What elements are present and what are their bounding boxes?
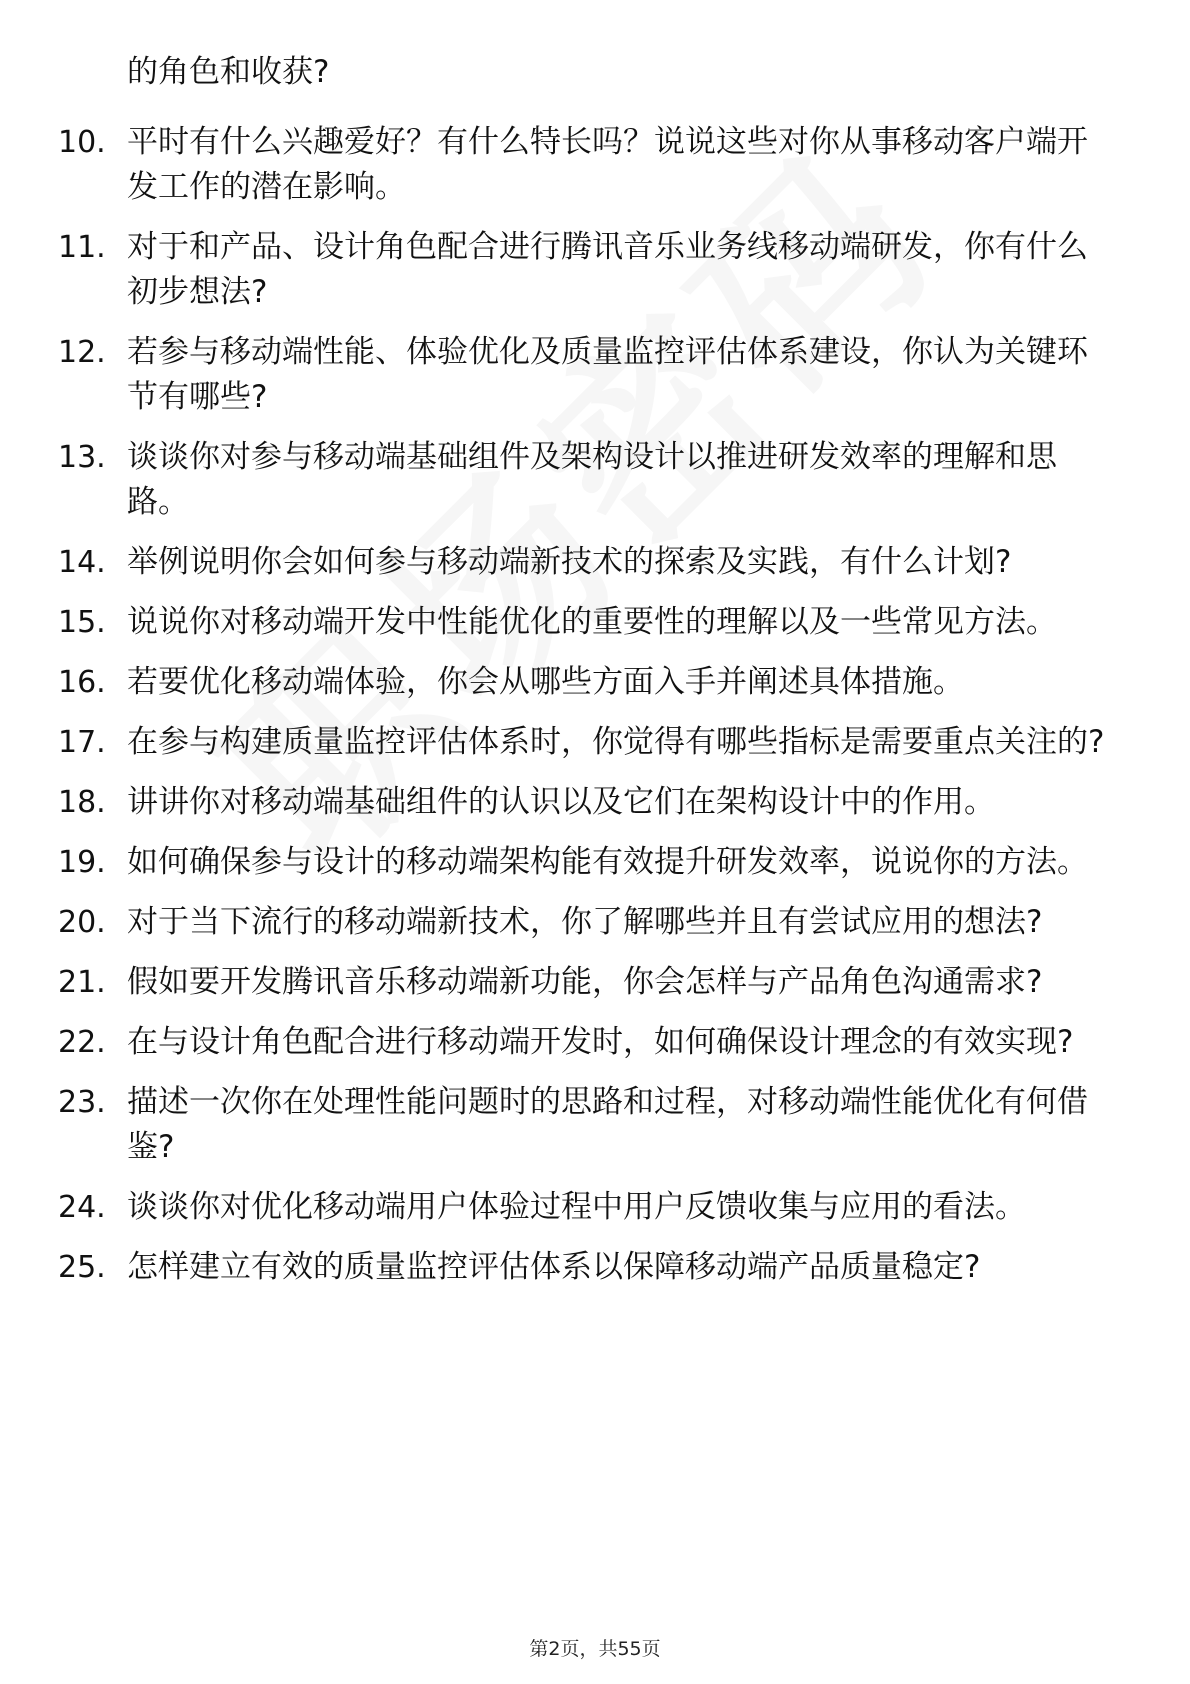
- question-number: 15.: [58, 605, 106, 640]
- question-item: [0, 900, 1190, 945]
- question-number: 16.: [58, 665, 106, 700]
- question-text: 如何确保参与设计的移动端架构能有效提升研发效率，说说你的方法。: [127, 844, 1088, 880]
- question-text: 举例说明你会如何参与移动端新技术的探索及实践，有什么计划?: [127, 544, 1012, 580]
- question-number: 11.: [58, 230, 106, 265]
- question-item: [0, 660, 1190, 705]
- question-number: 17.: [58, 725, 106, 760]
- question-item: [0, 1185, 1190, 1230]
- question-item: [0, 540, 1190, 585]
- question-text: 说说你对移动端开发中性能优化的重要性的理解以及一些常见方法。: [127, 604, 1057, 640]
- question-item: [0, 435, 1190, 525]
- question-item: [0, 1080, 1190, 1170]
- question-number: 22.: [58, 1025, 106, 1060]
- question-text: 讲讲你对移动端基础组件的认识以及它们在架构设计中的作用。: [127, 784, 995, 820]
- question-item: [0, 960, 1190, 1005]
- question-text: 平时有什么兴趣爱好？有什么特长吗？说说这些对你从事移动客户端开发工作的潜在影响。: [127, 124, 1088, 205]
- question-number: 19.: [58, 845, 106, 880]
- question-number: 23.: [58, 1085, 106, 1120]
- question-number: 13.: [58, 440, 106, 475]
- question-text: 在参与构建质量监控评估体系时，你觉得有哪些指标是需要重点关注的?: [127, 724, 1105, 760]
- question-text: 若要优化移动端体验，你会从哪些方面入手并阐述具体措施。: [127, 664, 964, 700]
- question-item: [0, 840, 1190, 885]
- question-item: [0, 225, 1190, 315]
- question-number: 21.: [58, 965, 106, 1000]
- page-footer: 第2页，共55页: [529, 1638, 661, 1660]
- question-number: 10.: [58, 125, 106, 160]
- question-list: [0, 120, 1190, 1305]
- question-number: 25.: [58, 1250, 106, 1285]
- question-item: [0, 600, 1190, 645]
- question-text: 谈谈你对参与移动端基础组件及架构设计以推进研发效率的理解和思路。: [127, 439, 1057, 520]
- question-number: 24.: [58, 1190, 106, 1225]
- question-text: 描述一次你在处理性能问题时的思路和过程，对移动端性能优化有何借鉴?: [127, 1084, 1088, 1165]
- question-text: 怎样建立有效的质量监控评估体系以保障移动端产品质量稳定?: [127, 1249, 981, 1285]
- question-item: [0, 330, 1190, 420]
- question-text: 对于和产品、设计角色配合进行腾讯音乐业务线移动端研发，你有什么初步想法?: [127, 229, 1088, 310]
- question-text: 对于当下流行的移动端新技术，你了解哪些并且有尝试应用的想法?: [127, 904, 1043, 940]
- question-text: 若参与移动端性能、体验优化及质量监控评估体系建设，你认为关键环节有哪些?: [127, 334, 1088, 415]
- question-number: 20.: [58, 905, 106, 940]
- question-number: 18.: [58, 785, 106, 820]
- question-item: [0, 120, 1190, 210]
- question-text: 谈谈你对优化移动端用户体验过程中用户反馈收集与应用的看法。: [127, 1189, 1026, 1225]
- question-number: 14.: [58, 545, 106, 580]
- question-item: [0, 720, 1190, 765]
- continuation-text: 的角色和收获?: [127, 54, 330, 90]
- question-item: [0, 780, 1190, 825]
- question-item: [0, 1020, 1190, 1065]
- question-number: 12.: [58, 335, 106, 370]
- question-item: [0, 1245, 1190, 1290]
- question-text: 假如要开发腾讯音乐移动端新功能，你会怎样与产品角色沟通需求?: [127, 964, 1043, 1000]
- question-text: 在与设计角色配合进行移动端开发时，如何确保设计理念的有效实现?: [127, 1024, 1074, 1060]
